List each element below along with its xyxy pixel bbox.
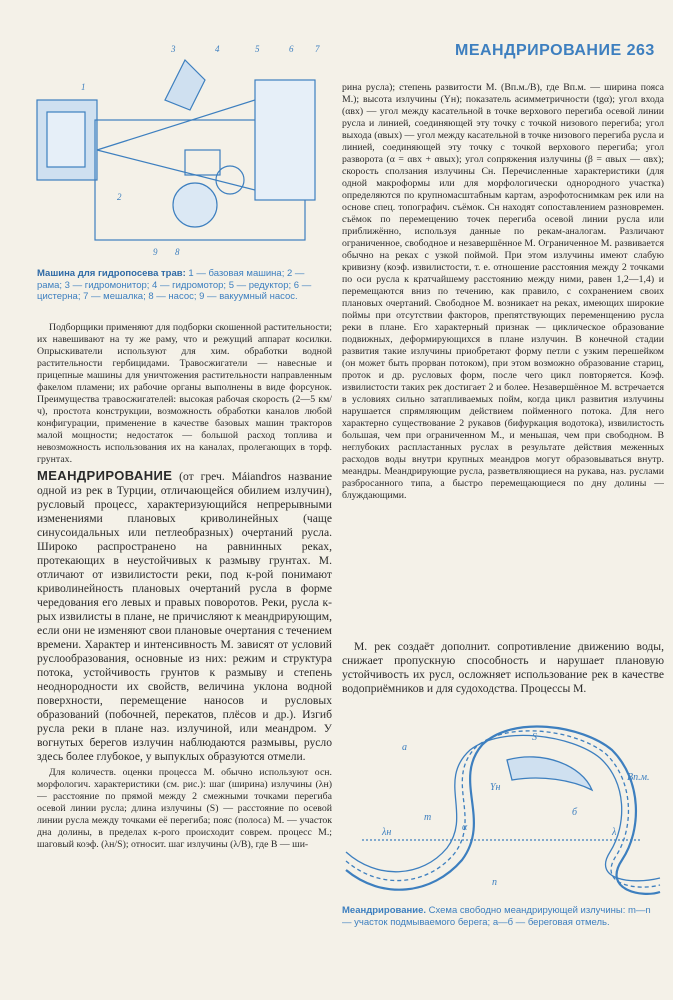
right-column <box>342 82 664 634</box>
paragraph: Для количеств. оценки процесса М. обычно используют осн. морфологич. характеристики (см. рис.): шаг (ширина) излучины (λн) — расстояние по прямой между 2 смежными точками перегиба осевой линии русла; длина излучины (S) — расстояние по осевой линии русла между точками её перегиба; пояс (полоса) М. — участок дна долины, в пределах к-рого происходит соврем. процесс М.; шаговый коэф. (λн/S); относит. шаг излучины (λ/B), где B — ши- <box>37 767 332 850</box>
figure-label: λн <box>382 827 392 838</box>
machine-figure <box>35 40 335 262</box>
figure-label: Bп.м. <box>627 772 650 783</box>
machine-reducer <box>185 150 220 175</box>
running-header <box>455 42 660 62</box>
machine-cab-window <box>47 112 85 167</box>
machine-pipe <box>97 100 255 150</box>
figure-label: λ <box>612 827 617 838</box>
figure-label: 1 <box>81 82 86 92</box>
right-column-tail <box>342 640 664 715</box>
header-title: МЕАНДРИРОВАНИЕ <box>455 42 622 59</box>
entry-term: МЕАНДРИРОВАНИЕ <box>37 468 173 483</box>
figure-label: 5 <box>255 44 260 54</box>
figure-label: 6 <box>289 44 294 54</box>
machine-pipe <box>97 150 255 190</box>
figure-label: 8 <box>175 247 180 257</box>
meander-outer-bank <box>346 726 660 893</box>
figure-label: S <box>532 732 537 743</box>
figure-label: 9 <box>153 247 158 257</box>
left-column <box>37 322 332 982</box>
figure-label: 7 <box>315 44 320 54</box>
figure-label: α <box>462 822 468 833</box>
paragraph: М. рек создаёт дополнит. сопротивление движению воды, снижает пропускную способность и нарушает плановую устойчивость их русл, осложняет использование рек в качестве водоприёмников и для судоходства. Процессы М. <box>342 640 664 695</box>
dictionary-entry <box>37 469 332 764</box>
figure-label: a <box>402 742 407 753</box>
figure-label: 2 <box>117 192 122 202</box>
caption-title: Меандрирование. <box>342 905 426 916</box>
page-number: 263 <box>626 42 655 59</box>
caption-text: Схема свободно меандрирующей излучины: m—n — участок подмываемого берега; a—б — береговая отмель. <box>342 905 651 928</box>
machine-figure-caption <box>37 268 332 314</box>
figure-label: n <box>492 877 497 888</box>
figure-label: Yн <box>490 782 501 793</box>
figure-label: m <box>424 812 432 823</box>
paragraph: рина русла); степень развитости М. (Bп.м./B), где Bп.м. — ширина пояса М.); высота излучины (Yн); показатель асимметричности (tgα); угол входа (αвх) — угол между касательной в точке верхового перегиба осевой линии русла и линией, соединяющей эту точку с точкой низового перегиба; угол выхода (αвых) — угол между касательной в точке низового перегиба русла и линией, соединяющей эту точку с точкой верхового перегиба; угол разворота (α = αвх + αвых); угол сопряжения излучины (β = αвых — αвх); скорость сползания излучины Cн. Перечисленные характеристики (для одной макроформы или для морфологически однородного участка) определяются по крупномасштабным картам, аэрофотоснимкам рек или на основе спец. топографич. съёмок. Cн находят сопоставлением разновремен. съёмок по перемещению точек перегиба осевой линии русла или приближённо, используя данные по рекам-аналогам. Различают ограниченное, свободное и незавершённое М. Ограниченное М. развивается обычно на реках с узкой поймой. При этом излучины имеют слабую кривизну (коэф. извилистости, т. е. отношение расстояния между 2 точками по оси русла к кратчайшему расстоянию между ними, равен 1,2—1,4) и перемещаются вниз по течению, как правило, с сохранением своих плановых очертаний. Свободное М. возникает на реках, имеющих широкие поймы при отсутствии факторов, препятствующих переменщению русла реки в плане. Его характерный признак — циклическое образование подвижных, деформирующихся в плане излучин. В конечной стадии развития такие излучины приобретают форму петли с узким перешейком (он может быть прорван потоком), при этом возможно образование стариц, проток и др. русловых форм, после чего цикл повторяется. Коэф. извилистости таких рек достигает 2 и более. Незавершённое М. встречается в условиях сильно затапливаемых пойм, когда цикл развития излучины нарушается спрямляющим действием пойменного потока. Для него характерно существование 2 рукавов (бифуркация водотока), извилистость большая, чем при ограниченном М., и меньшая, чем при свободном. В неглубоких распластанных руслах в результате действия меженных расходов воды внутри крупных меандров могут образовываться внутр. меандры. Меандрирующие русла, разветвляющиеся на рукава, наз. руслами разбросанного типа, а быстро перемещающиеся по дну долины — блуждающими. <box>342 82 664 501</box>
figure-label: 3 <box>171 44 176 54</box>
machine-tank <box>255 80 315 200</box>
figure-label: б <box>572 807 578 818</box>
figure-label: 4 <box>215 44 220 54</box>
entry-text: (от греч. Máiandros название одной из рек в Турции, отличающейся обилием излучин), русловый процесс, характеризующийся непрерывными изменениями плановых криволинейных (чаще синусоидальных или петлеобразных) очертаний русла. Широко распространено на равнинных реках, протекающих в неустойчивых к размыву грунтах. М. отличают от извилистости реки, под к-рой понимают криволинейность плановых очертаний русла в форме чередования его левых и правых поворотов. Реки, русла к-рых извилисты в плане, не причисляют к меандрирующим, если они не изменяют свои плановые очертания с течением времени. Характер и интенсивность М. зависят от условий руслообразования, основные из них: режим и структура потока, устойчивость грунтов к размыву и степень неоднородности их свойств, величина уклона водной поверхности, перемещение наносов и русловых образований (побочней, перекатов, плёсов и др.). Изгиб русла реки в плане наз. излучиной, или меандром. У вогнутых берегов излучин наблюдаются размывы, русло здесь более глубокое, у выпуклых образуются отмели. <box>37 470 332 763</box>
meander-figure-caption <box>342 905 662 945</box>
paragraph: Подборщики применяют для подборки скошенной растительности; их навешивают на ту же раму, что и режущий аппарат косилки. Опрыскиватели используют для хим. обработки водной растительности гербицидами. Травосжигатели — навесные и прицепные машины для уничтожения растительности направленным факелом пламени; их рабочие органы выполнены в виде форсунок. Преимущества травосжигателей: высокая рабочая скорость (2—5 км/ч), простота конструкции, возможность обработки каналов любой конфигурации, применение в качестве базовых машин тракторов малой мощности; недостаток — большой расход топлива и невозможность использования их на каналах, пролегающих в торф. грунтах. <box>37 322 332 465</box>
sand-bar <box>507 757 592 790</box>
machine-hydromonitor <box>165 60 205 110</box>
meander-inner-bank <box>346 735 660 880</box>
caption-title: Машина для гидропосева трав: <box>37 268 186 279</box>
machine-wheel <box>173 183 217 227</box>
meander-figure <box>342 720 664 902</box>
meander-axis <box>346 731 660 887</box>
caption-text: 1 — базовая машина; 2 — рама; 3 — гидромонитор; 4 — гидромотор; 5 — редуктор; 6 — цистерна; 7 — мешалка; 8 — насос; 9 — вакуумный насос. <box>37 268 312 302</box>
